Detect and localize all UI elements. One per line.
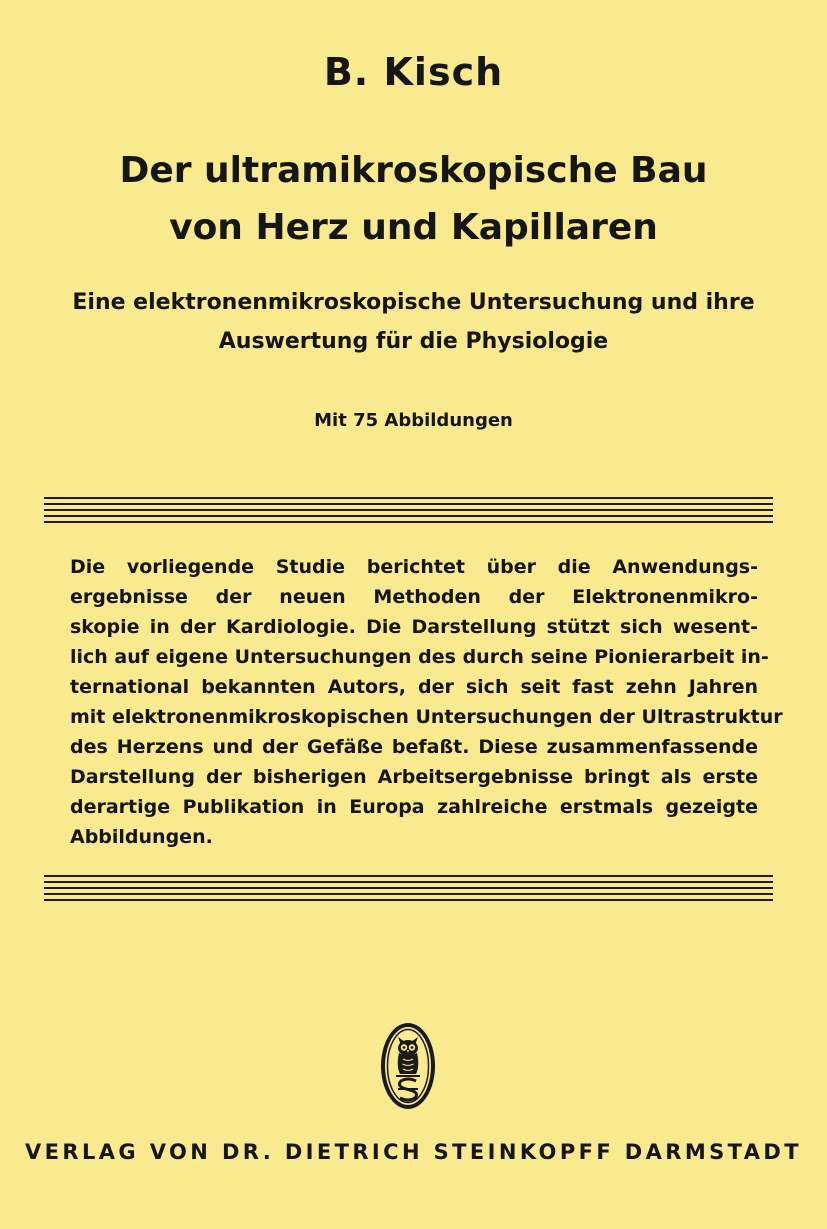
publisher-imprint: VERLAG VON DR. DIETRICH STEINKOPFF DARMSTADT [25, 1140, 802, 1164]
decorative-rule-bottom [44, 875, 773, 901]
book-title [0, 142, 827, 256]
book-subtitle-line-1: Eine elektronenmikroskopische Untersuchung und ihre [72, 290, 755, 315]
blurb-line: ergebnisse der neuen Methoden der Elektronenmikro- [70, 586, 758, 608]
blurb-line: Darstellung der bisherigen Arbeitsergebnisse bringt als erste [70, 766, 758, 788]
blurb-text [70, 552, 783, 852]
blurb-line: mit elektronenmikroskopischen Untersuchungen der Ultrastruktur [70, 706, 783, 728]
blurb-line: Die vorliegende Studie berichtet über die Anwendungs- [70, 556, 758, 578]
blurb-line: ternational bekannten Autors, der sich seit fast zehn Jahren [70, 676, 758, 698]
book-subtitle-line-2: Auswertung für die Physiologie [218, 329, 609, 354]
blurb-line: des Herzens und der Gefäße befaßt. Diese zusammenfassende [70, 736, 758, 758]
author-name: B. Kisch [323, 50, 504, 94]
decorative-rule-top [44, 497, 773, 523]
illustrations-note: Mit 75 Abbildungen [314, 410, 513, 431]
blurb-line: Abbildungen. [70, 826, 213, 848]
blurb-line: skopie in der Kardiologie. Die Darstellung stützt sich wesent- [70, 616, 758, 638]
book-title-line-1: Der ultramikroskopische Bau [119, 150, 708, 191]
book-title-line-2: von Herz und Kapillaren [169, 207, 658, 248]
blurb-line: lich auf eigene Untersuchungen des durch seine Pionierarbeit in- [70, 646, 769, 668]
owl-emblem-icon [378, 1020, 438, 1112]
book-subtitle [0, 283, 827, 361]
blurb-line: derartige Publikation in Europa zahlreiche erstmals gezeigte [70, 796, 758, 818]
